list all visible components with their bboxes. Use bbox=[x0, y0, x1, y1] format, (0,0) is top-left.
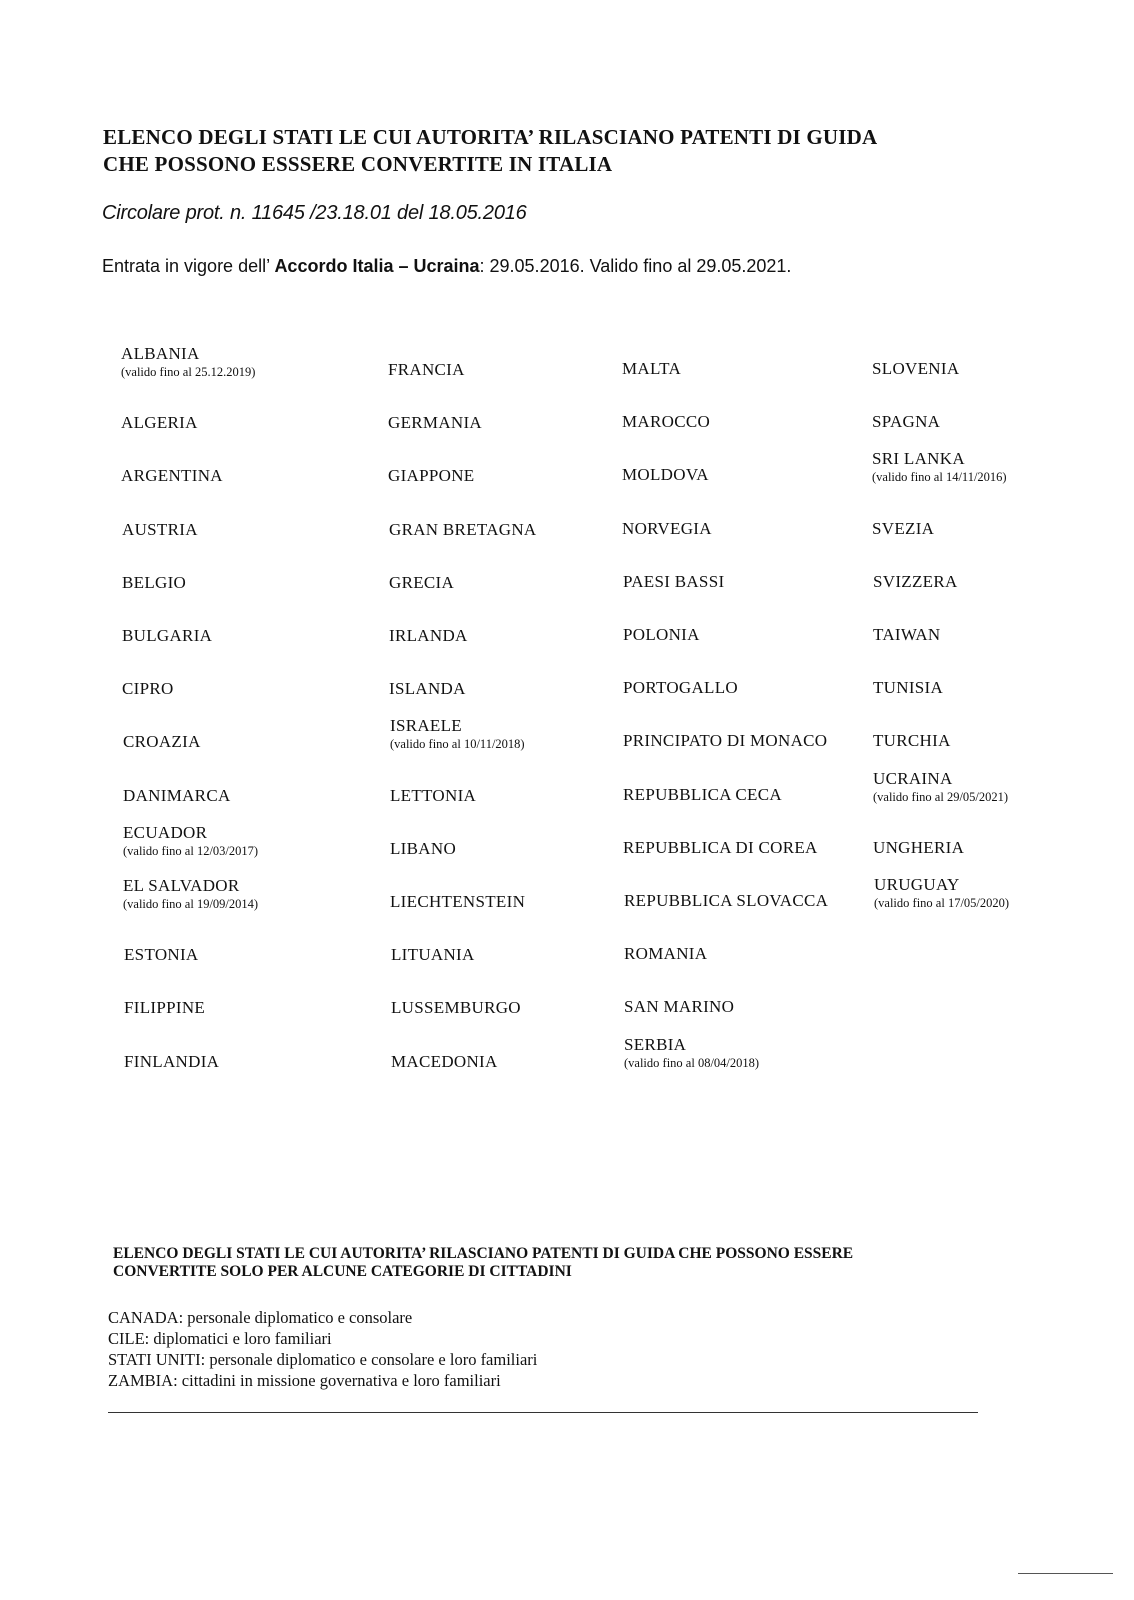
country-entry bbox=[391, 945, 475, 965]
country-name: SVIZZERA bbox=[873, 571, 958, 591]
country-entry bbox=[622, 465, 709, 485]
country-name: PORTOGALLO bbox=[623, 678, 739, 698]
country-entry bbox=[874, 875, 1009, 911]
bottom-divider bbox=[108, 1412, 978, 1413]
country-entry bbox=[389, 679, 466, 699]
circolare-reference: Circolare prot. n. 11645 /23.18.01 del 18.05.2016 bbox=[102, 202, 527, 224]
special-category-item: CANADA: personale diplomatico e consolare bbox=[108, 1308, 413, 1327]
country-entry bbox=[123, 786, 231, 806]
validity-note: (valido fino al 12/03/2017) bbox=[123, 843, 259, 858]
country-entry bbox=[388, 466, 474, 486]
country-name: CROAZIA bbox=[123, 732, 201, 752]
country-name: ALGERIA bbox=[121, 413, 198, 433]
country-entry bbox=[122, 679, 174, 699]
country-name: UNGHERIA bbox=[873, 837, 965, 857]
country-name: REPUBBLICA DI COREA bbox=[623, 837, 818, 857]
country-entry bbox=[388, 413, 482, 433]
country-entry bbox=[623, 678, 738, 698]
country-entry bbox=[623, 838, 818, 858]
country-entry bbox=[873, 625, 940, 645]
country-name: POLONIA bbox=[623, 625, 700, 644]
country-name: GRECIA bbox=[389, 572, 455, 592]
country-name: UCRAINA bbox=[873, 768, 953, 788]
validity-note: (valido fino al 25.12.2019) bbox=[121, 365, 256, 379]
country-entry bbox=[124, 998, 205, 1018]
validity-note: (valido fino al 10/11/2018) bbox=[390, 737, 525, 752]
country-entry bbox=[873, 572, 958, 592]
country-name: MALTA bbox=[622, 359, 682, 378]
country-name: GRAN BRETAGNA bbox=[389, 519, 537, 539]
validity-note: (valido fino al 17/05/2020) bbox=[874, 896, 1010, 910]
country-entry bbox=[624, 1035, 759, 1071]
country-entry bbox=[391, 1052, 498, 1072]
country-name: MOLDOVA bbox=[622, 465, 709, 485]
entrata-suffix: : 29.05.2016. Valido fino al 29.05.2021. bbox=[479, 256, 792, 276]
country-name: SAN MARINO bbox=[624, 997, 735, 1017]
country-entry bbox=[390, 716, 525, 752]
country-entry bbox=[873, 769, 1008, 805]
country-name: ALBANIA bbox=[121, 344, 200, 363]
validity-note: (valido fino al 08/04/2018) bbox=[624, 1055, 760, 1070]
country-entry bbox=[389, 520, 537, 540]
country-name: TAIWAN bbox=[873, 625, 941, 644]
special-category-list bbox=[108, 1307, 537, 1391]
title-line-2: CHE POSSONO ESSSERE CONVERTITE IN ITALIA bbox=[103, 152, 613, 176]
country-name: TURCHIA bbox=[873, 731, 951, 751]
country-name: ECUADOR bbox=[123, 822, 208, 842]
country-entry bbox=[390, 786, 476, 806]
special-category-item: CILE: diplomatici e loro familiari bbox=[108, 1329, 332, 1348]
country-name: EL SALVADOR bbox=[123, 876, 240, 895]
country-name: LIBANO bbox=[390, 838, 457, 858]
country-name: MAROCCO bbox=[622, 412, 711, 432]
special-section-title bbox=[113, 1245, 1013, 1281]
country-name: SVEZIA bbox=[872, 518, 935, 538]
country-name: FILIPPINE bbox=[124, 998, 206, 1018]
country-name: REPUBBLICA CECA bbox=[623, 784, 782, 804]
country-entry bbox=[122, 520, 198, 540]
country-name: ESTONIA bbox=[124, 945, 199, 965]
country-name: GERMANIA bbox=[388, 413, 483, 433]
country-name: ISLANDA bbox=[389, 679, 466, 699]
special-category-item: STATI UNITI: personale diplomatico e consolare e loro familiari bbox=[108, 1350, 538, 1369]
country-entry bbox=[121, 466, 223, 486]
country-entry bbox=[389, 626, 468, 646]
country-entry bbox=[623, 625, 700, 645]
country-name: URUGUAY bbox=[874, 875, 960, 894]
country-entry bbox=[624, 944, 707, 964]
country-entry bbox=[389, 573, 454, 593]
country-entry bbox=[872, 412, 940, 432]
country-entry bbox=[390, 839, 456, 859]
entrata-prefix: Entrata in vigore dell’ bbox=[102, 256, 275, 276]
country-name: LIECHTENSTEIN bbox=[390, 892, 526, 911]
country-entry bbox=[624, 891, 828, 911]
country-entry bbox=[622, 519, 712, 539]
country-entry bbox=[622, 359, 681, 379]
country-entry bbox=[872, 359, 959, 379]
country-name: SLOVENIA bbox=[872, 359, 960, 378]
country-name: SERBIA bbox=[624, 1034, 687, 1054]
country-name: LUSSEMBURGO bbox=[391, 998, 521, 1018]
country-name: REPUBBLICA SLOVACCA bbox=[624, 891, 829, 910]
country-entry bbox=[124, 945, 199, 965]
country-entry bbox=[124, 1052, 219, 1072]
country-name: SPAGNA bbox=[872, 412, 941, 432]
country-name: FRANCIA bbox=[388, 360, 465, 379]
country-name: FINLANDIA bbox=[124, 1051, 220, 1071]
title-line-1: ELENCO DEGLI STATI LE CUI AUTORITA’ RILASCIANO PATENTI DI GUIDA bbox=[103, 125, 878, 149]
country-entry bbox=[873, 838, 964, 858]
country-entry bbox=[872, 449, 1007, 485]
country-name: DANIMARCA bbox=[123, 785, 231, 805]
country-entry bbox=[873, 678, 943, 698]
country-name: NORVEGIA bbox=[622, 518, 712, 538]
corner-divider bbox=[1018, 1573, 1113, 1574]
country-name: LETTONIA bbox=[390, 785, 477, 805]
country-name: GIAPPONE bbox=[388, 466, 475, 486]
country-entry bbox=[623, 731, 827, 751]
country-entry bbox=[123, 823, 258, 859]
country-entry bbox=[624, 997, 734, 1017]
country-name: IRLANDA bbox=[389, 626, 468, 645]
validity-note: (valido fino al 19/09/2014) bbox=[123, 897, 259, 911]
country-entry bbox=[872, 519, 934, 539]
country-name: PRINCIPATO DI MONACO bbox=[623, 731, 828, 751]
special-title-line-2: CONVERTITE SOLO PER ALCUNE CATEGORIE DI CITTADINI bbox=[113, 1263, 572, 1280]
country-entry bbox=[623, 785, 782, 805]
country-name: BELGIO bbox=[122, 572, 187, 592]
country-entry bbox=[623, 572, 724, 592]
country-name: TUNISIA bbox=[873, 678, 944, 698]
country-name: SRI LANKA bbox=[872, 449, 965, 469]
country-entry bbox=[391, 998, 521, 1018]
country-name: LITUANIA bbox=[391, 945, 475, 965]
special-title-line-1: ELENCO DEGLI STATI LE CUI AUTORITA’ RILASCIANO PATENTI DI GUIDA CHE POSSONO ESSERE bbox=[113, 1245, 854, 1262]
country-entry bbox=[122, 573, 186, 593]
country-entry bbox=[622, 412, 710, 432]
country-name: ARGENTINA bbox=[121, 466, 223, 486]
country-entry bbox=[122, 626, 212, 646]
country-name: MACEDONIA bbox=[391, 1051, 498, 1071]
country-entry bbox=[123, 732, 201, 752]
country-name: AUSTRIA bbox=[122, 519, 198, 539]
country-name: PAESI BASSI bbox=[623, 571, 725, 591]
accordo-label: Accordo Italia – Ucraina bbox=[274, 256, 480, 276]
special-category-item: ZAMBIA: cittadini in missione governativa e loro familiari bbox=[108, 1371, 501, 1390]
country-name: ISRAELE bbox=[390, 716, 462, 736]
country-name: ROMANIA bbox=[624, 944, 708, 964]
country-entry bbox=[121, 413, 198, 433]
country-entry bbox=[123, 876, 258, 912]
country-name: BULGARIA bbox=[122, 626, 213, 645]
country-entry bbox=[390, 892, 525, 912]
validity-note: (valido fino al 29/05/2021) bbox=[873, 789, 1009, 804]
validity-note: (valido fino al 14/11/2016) bbox=[872, 470, 1007, 485]
country-entry bbox=[121, 344, 255, 380]
country-name: CIPRO bbox=[122, 679, 174, 699]
country-entry bbox=[873, 731, 951, 751]
country-entry bbox=[388, 360, 465, 380]
